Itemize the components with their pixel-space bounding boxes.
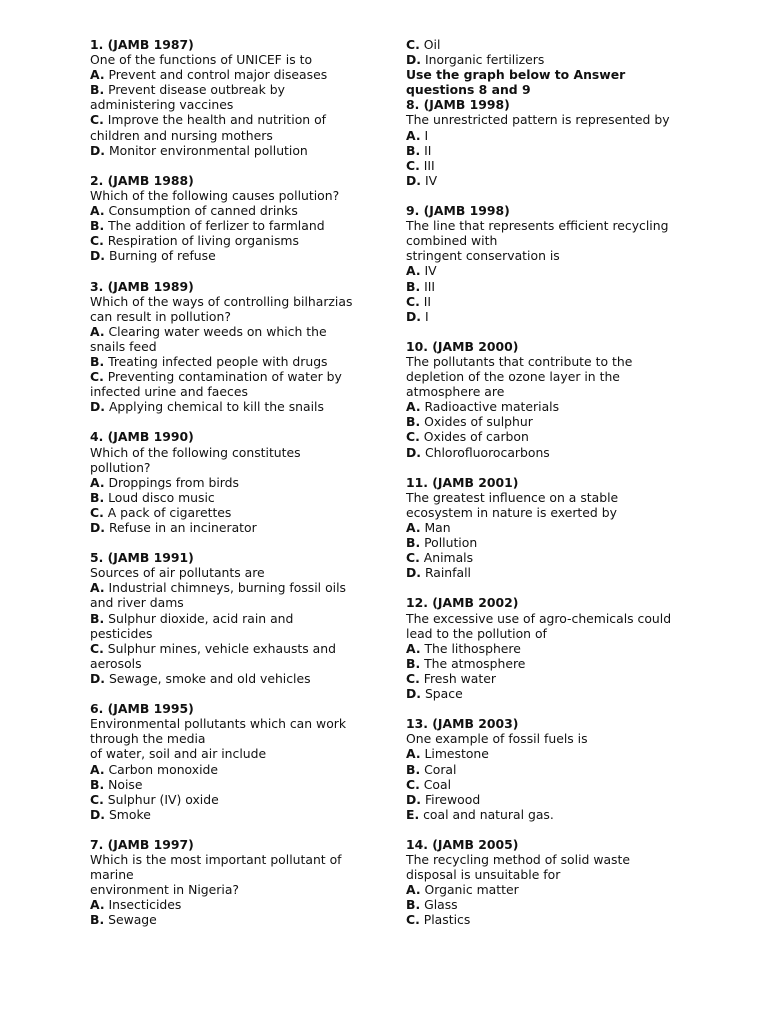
answer-option — [90, 248, 380, 263]
answer-option — [90, 324, 380, 339]
line-text-part: coal and natural gas. — [419, 806, 554, 822]
line-bold-part: 1. (JAMB 1987) — [90, 37, 194, 52]
line-text-part: Monitor environmental pollution — [105, 142, 308, 158]
spacer — [90, 263, 380, 278]
question-text — [406, 505, 706, 520]
question-heading — [406, 837, 706, 852]
line-text-part: Radioactive materials — [420, 399, 560, 415]
question-text — [90, 188, 380, 203]
line-text-part: IV — [420, 263, 437, 279]
line-bold-part: D. — [90, 142, 105, 158]
line-bold-part: D. — [90, 806, 105, 822]
line-bold-part: A. — [406, 399, 421, 415]
line-text-part: Rainfall — [421, 565, 472, 581]
line-bold-part: A. — [406, 520, 421, 535]
line-bold-part: A. — [90, 323, 105, 339]
line-bold-part: D. — [90, 670, 105, 686]
line-bold-part: C. — [90, 112, 104, 128]
line-text-part: Which of the following constitutes — [90, 444, 301, 460]
question-text — [406, 731, 706, 746]
line-bold-part: questions 8 and 9 — [406, 82, 531, 98]
line-text-part: Coral — [420, 761, 457, 777]
question-heading — [406, 339, 706, 354]
spacer — [406, 701, 706, 716]
line-text-part: Limestone — [420, 746, 489, 762]
line-text-part: Sewage — [104, 912, 157, 928]
question-text — [90, 309, 380, 324]
answer-option — [90, 369, 380, 384]
line-text-part: The greatest influence on a stable — [406, 489, 619, 505]
line-bold-part: B. — [90, 82, 105, 98]
question-text — [90, 882, 380, 897]
answer-option — [90, 611, 380, 626]
line-text-part: ecosystem in nature is exerted by — [406, 504, 617, 520]
answer-option — [90, 490, 380, 505]
line-bold-part: A. — [90, 761, 105, 777]
question-heading — [406, 97, 706, 112]
question-text — [90, 384, 380, 399]
answer-option — [406, 294, 706, 309]
line-text-part: I — [421, 308, 429, 324]
line-bold-part: D. — [90, 520, 105, 535]
line-text-part: Pollution — [420, 535, 478, 551]
answer-option — [406, 671, 706, 686]
line-bold-part: A. — [406, 746, 421, 762]
answer-option — [90, 354, 380, 369]
line-bold-part: B. — [406, 897, 421, 913]
line-bold-part: C. — [90, 791, 104, 807]
question-heading — [90, 837, 380, 852]
answer-option — [406, 143, 706, 158]
line-text-part: snails feed — [90, 338, 157, 354]
line-text-part: III — [420, 278, 436, 294]
line-text-part: Which of the following causes pollution? — [90, 187, 340, 203]
line-text-part: marine — [90, 867, 134, 883]
line-text-part: Which of the ways of controlling bilharzias — [90, 293, 353, 309]
line-text-part: One example of fossil fuels is — [406, 731, 588, 747]
line-text-part: Chlorofluorocarbons — [421, 444, 550, 460]
line-text-part: lead to the pollution of — [406, 625, 547, 641]
question-heading — [90, 550, 380, 565]
question-text — [90, 716, 380, 731]
answer-option — [406, 897, 706, 912]
line-text-part: Oil — [419, 37, 441, 52]
line-bold-part: B. — [90, 353, 105, 369]
line-text-part: Firewood — [421, 791, 481, 807]
question-text — [406, 67, 706, 82]
line-text-part: A pack of cigarettes — [103, 504, 232, 520]
line-text-part: depletion of the ozone layer in the — [406, 369, 620, 385]
answer-option — [90, 203, 380, 218]
line-bold-part: B. — [406, 278, 421, 294]
line-text-part: Sulphur mines, vehicle exhausts and — [103, 640, 336, 656]
question-heading — [406, 595, 706, 610]
question-text — [406, 852, 706, 867]
spacer — [90, 535, 380, 550]
line-bold-part: A. — [406, 640, 421, 656]
line-text-part: Preventing contamination of water by — [103, 369, 342, 385]
answer-option — [90, 399, 380, 414]
answer-option — [406, 414, 706, 429]
line-bold-part: A. — [406, 882, 421, 898]
line-bold-part: D. — [406, 444, 421, 460]
line-text-part: Loud disco music — [104, 489, 215, 505]
question-text — [406, 626, 706, 641]
line-bold-part: 13. (JAMB 2003) — [406, 716, 519, 732]
question-text — [90, 852, 380, 867]
question-text — [90, 445, 380, 460]
question-heading — [406, 475, 706, 490]
line-text-part: can result in pollution? — [90, 308, 231, 324]
line-text-part: Industrial chimneys, burning fossil oils — [104, 580, 346, 596]
line-bold-part: D. — [406, 172, 421, 188]
line-bold-part: A. — [406, 263, 421, 279]
answer-option — [406, 263, 706, 278]
answer-option — [90, 897, 380, 912]
spacer — [406, 324, 706, 339]
line-text-part: Animals — [419, 550, 474, 566]
line-bold-part: Use the graph below to Answer — [406, 67, 626, 83]
line-text-part: Organic matter — [420, 882, 519, 898]
answer-option — [90, 505, 380, 520]
line-bold-part: 4. (JAMB 1990) — [90, 429, 194, 445]
line-text-part: Coal — [419, 776, 452, 792]
line-bold-part: C. — [406, 293, 420, 309]
line-bold-part: A. — [90, 897, 105, 913]
line-text-part: environment in Nigeria? — [90, 882, 239, 898]
line-text-part: Environmental pollutants which can work — [90, 716, 347, 732]
line-bold-part: E. — [406, 806, 420, 822]
answer-option — [90, 143, 380, 158]
line-bold-part: A. — [90, 474, 105, 490]
line-text-part: IV — [421, 172, 438, 188]
spacer — [90, 158, 380, 173]
answer-option — [406, 641, 706, 656]
answer-option — [90, 520, 380, 535]
line-text-part: Smoke — [105, 806, 151, 822]
answer-option — [406, 52, 706, 67]
question-text — [406, 248, 706, 263]
answer-option — [406, 535, 706, 550]
line-text-part: pesticides — [90, 625, 153, 641]
line-text-part: Space — [421, 686, 463, 702]
line-text-part: II — [419, 293, 432, 309]
line-text-part: infected urine and faeces — [90, 384, 248, 400]
line-text-part: The recycling method of solid waste — [406, 852, 630, 868]
answer-option — [90, 807, 380, 822]
answer-option — [406, 520, 706, 535]
question-heading — [90, 701, 380, 716]
answer-option — [90, 218, 380, 233]
line-text-part: Oxides of sulphur — [420, 414, 533, 430]
answer-option — [406, 807, 706, 822]
line-text-part: Improve the health and nutrition of — [103, 112, 327, 128]
line-bold-part: D. — [90, 248, 105, 264]
question-text — [406, 611, 706, 626]
spacer — [90, 686, 380, 701]
line-bold-part: 9. (JAMB 1998) — [406, 203, 510, 219]
line-bold-part: 2. (JAMB 1988) — [90, 172, 194, 188]
question-text — [90, 595, 380, 610]
line-bold-part: C. — [406, 157, 420, 173]
line-text-part: One of the functions of UNICEF is to — [90, 52, 313, 68]
line-bold-part: B. — [406, 655, 421, 671]
line-bold-part: 10. (JAMB 2000) — [406, 338, 519, 354]
question-text — [406, 82, 706, 97]
answer-option — [406, 158, 706, 173]
line-bold-part: 5. (JAMB 1991) — [90, 550, 194, 566]
answer-option — [90, 671, 380, 686]
line-bold-part: 11. (JAMB 2001) — [406, 474, 519, 490]
question-text — [406, 218, 706, 233]
line-text-part: Carbon monoxide — [104, 761, 219, 777]
answer-option — [406, 912, 706, 927]
line-bold-part: D. — [406, 791, 421, 807]
line-text-part: Man — [420, 520, 451, 535]
line-bold-part: 14. (JAMB 2005) — [406, 836, 519, 852]
line-text-part: Clearing water weeds on which the — [104, 323, 327, 339]
line-bold-part: D. — [90, 399, 105, 415]
line-text-part: Sulphur dioxide, acid rain and — [104, 610, 294, 626]
question-heading — [406, 203, 706, 218]
line-bold-part: A. — [90, 67, 105, 83]
line-bold-part: C. — [90, 233, 104, 249]
question-text — [90, 128, 380, 143]
question-text — [90, 656, 380, 671]
line-bold-part: 6. (JAMB 1995) — [90, 701, 194, 717]
answer-option — [90, 67, 380, 82]
question-text — [90, 460, 380, 475]
line-bold-part: B. — [406, 761, 421, 777]
line-text-part: Prevent disease outbreak by — [104, 82, 285, 98]
line-text-part: of water, soil and air include — [90, 746, 267, 762]
line-text-part: The line that represents efficient recycling — [406, 218, 669, 234]
question-text — [406, 354, 706, 369]
line-text-part: Fresh water — [419, 670, 496, 686]
line-text-part: pollution? — [90, 459, 151, 475]
answer-option — [406, 792, 706, 807]
answer-option — [406, 656, 706, 671]
answer-option — [406, 882, 706, 897]
spacer — [90, 822, 380, 837]
line-text-part: Sewage, smoke and old vehicles — [105, 670, 311, 686]
line-bold-part: B. — [90, 610, 105, 626]
line-bold-part: B. — [90, 489, 105, 505]
answer-option — [90, 112, 380, 127]
answer-option — [406, 429, 706, 444]
answer-option — [406, 399, 706, 414]
answer-option — [406, 777, 706, 792]
question-heading — [406, 716, 706, 731]
question-text — [90, 565, 380, 580]
line-bold-part: C. — [406, 776, 420, 792]
spacer — [90, 414, 380, 429]
question-text — [406, 490, 706, 505]
answer-option — [90, 580, 380, 595]
question-text — [406, 233, 706, 248]
line-bold-part: 8. (JAMB 1998) — [406, 97, 510, 113]
answer-option — [406, 173, 706, 188]
line-bold-part: D. — [406, 52, 421, 68]
answer-option — [406, 37, 706, 52]
line-bold-part: C. — [406, 550, 420, 566]
answer-option — [90, 762, 380, 777]
line-text-part: Insecticides — [104, 897, 182, 913]
line-bold-part: A. — [406, 127, 421, 143]
answer-option — [406, 309, 706, 324]
answer-option — [90, 233, 380, 248]
answer-option — [406, 445, 706, 460]
question-heading — [90, 173, 380, 188]
answer-option — [406, 565, 706, 580]
question-heading — [90, 37, 380, 52]
line-text-part: through the media — [90, 731, 206, 747]
question-text — [90, 867, 380, 882]
answer-option — [406, 762, 706, 777]
line-text-part: Sulphur (IV) oxide — [103, 791, 219, 807]
answer-option — [406, 279, 706, 294]
line-text-part: The lithosphere — [420, 640, 521, 656]
answer-option — [90, 82, 380, 97]
line-text-part: Burning of refuse — [105, 248, 216, 264]
line-text-part: II — [420, 142, 432, 158]
answer-option — [90, 792, 380, 807]
spacer — [406, 580, 706, 595]
question-text — [406, 384, 706, 399]
line-bold-part: C. — [406, 912, 420, 928]
line-bold-part: C. — [406, 670, 420, 686]
line-text-part: The unrestricted pattern is represented by — [406, 112, 670, 128]
line-text-part: Glass — [420, 897, 458, 913]
answer-option — [90, 912, 380, 927]
spacer — [406, 822, 706, 837]
line-text-part: Noise — [104, 776, 143, 792]
answer-option — [406, 746, 706, 761]
answer-option — [406, 686, 706, 701]
line-text-part: III — [419, 157, 435, 173]
line-text-part: combined with — [406, 233, 498, 249]
line-bold-part: B. — [90, 776, 105, 792]
line-text-part: The atmosphere — [420, 655, 526, 671]
line-bold-part: D. — [406, 686, 421, 702]
question-text — [406, 112, 706, 127]
line-text-part: The addition of ferlizer to farmland — [104, 218, 325, 234]
line-bold-part: 3. (JAMB 1989) — [90, 278, 194, 294]
spacer — [406, 188, 706, 203]
line-bold-part: D. — [406, 308, 421, 324]
question-text — [90, 294, 380, 309]
question-text — [90, 626, 380, 641]
question-text — [406, 867, 706, 882]
line-bold-part: C. — [406, 37, 420, 52]
question-text — [90, 731, 380, 746]
answer-option — [406, 128, 706, 143]
line-text-part: and river dams — [90, 595, 184, 611]
line-text-part: children and nursing mothers — [90, 127, 273, 143]
question-heading — [90, 429, 380, 444]
line-text-part: Consumption of canned drinks — [104, 203, 298, 219]
line-text-part: atmosphere are — [406, 384, 505, 400]
line-text-part: The pollutants that contribute to the — [406, 353, 633, 369]
left-column — [90, 37, 380, 928]
line-bold-part: B. — [406, 414, 421, 430]
line-text-part: aerosols — [90, 655, 142, 671]
question-text — [90, 339, 380, 354]
answer-option — [90, 641, 380, 656]
line-text-part: The excessive use of agro-chemicals could — [406, 610, 672, 626]
line-text-part: Plastics — [419, 912, 471, 928]
line-text-part: I — [420, 127, 429, 143]
right-column — [406, 37, 706, 928]
line-text-part: Applying chemical to kill the snails — [105, 399, 324, 415]
line-bold-part: C. — [90, 640, 104, 656]
line-bold-part: D. — [406, 565, 421, 581]
line-text-part: Oxides of carbon — [419, 429, 529, 445]
line-text-part: administering vaccines — [90, 97, 234, 113]
line-bold-part: B. — [406, 535, 421, 551]
answer-option — [90, 475, 380, 490]
line-bold-part: 7. (JAMB 1997) — [90, 836, 194, 852]
line-bold-part: A. — [90, 203, 105, 219]
line-text-part: disposal is unsuitable for — [406, 867, 561, 883]
line-bold-part: B. — [90, 218, 105, 234]
question-text — [90, 52, 380, 67]
line-text-part: Sources of air pollutants are — [90, 565, 265, 581]
line-text-part: stringent conservation is — [406, 248, 560, 264]
line-text-part: Refuse in an incinerator — [105, 520, 257, 535]
question-text — [90, 746, 380, 761]
line-bold-part: B. — [406, 142, 421, 158]
line-bold-part: C. — [406, 429, 420, 445]
line-text-part: Droppings from birds — [104, 474, 239, 490]
line-bold-part: C. — [90, 504, 104, 520]
question-text — [406, 369, 706, 384]
answer-option — [406, 550, 706, 565]
line-bold-part: 12. (JAMB 2002) — [406, 595, 519, 611]
line-bold-part: B. — [90, 912, 105, 928]
spacer — [406, 460, 706, 475]
answer-option — [90, 777, 380, 792]
question-heading — [90, 279, 380, 294]
question-text — [90, 97, 380, 112]
line-text-part: Respiration of living organisms — [103, 233, 299, 249]
line-text-part: Which is the most important pollutant of — [90, 852, 342, 868]
line-bold-part: A. — [90, 580, 105, 596]
line-text-part: Inorganic fertilizers — [421, 52, 545, 68]
line-text-part: Treating infected people with drugs — [104, 353, 328, 369]
line-bold-part: C. — [90, 369, 104, 385]
line-text-part: Prevent and control major diseases — [104, 67, 328, 83]
